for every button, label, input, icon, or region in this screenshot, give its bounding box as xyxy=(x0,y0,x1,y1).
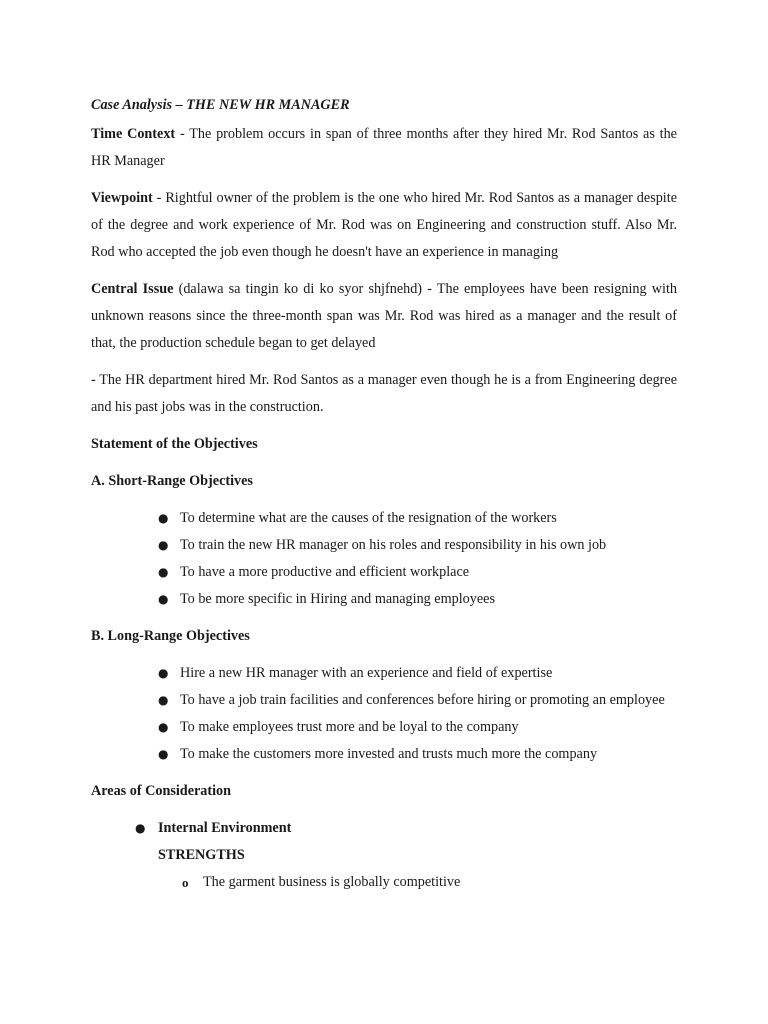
central-issue-paragraph xyxy=(91,276,677,357)
long-range-list xyxy=(91,660,677,768)
list-item: ● To train the new HR manager on his roles and responsibility in his own job xyxy=(180,532,677,559)
list-item: ● To make employees trust more and be loyal to the company xyxy=(180,714,677,741)
list-item: ● Hire a new HR manager with an experience and field of expertise xyxy=(180,660,677,687)
list-item: ● To determine what are the causes of the resignation of the workers xyxy=(180,505,677,532)
list-item: ● To make the customers more invested and trusts much more the company xyxy=(180,741,677,768)
long-range-heading: B. Long-Range Objectives xyxy=(91,628,250,644)
time-context-paragraph xyxy=(91,121,677,175)
central-issue-text: (dalawa sa tingin ko di ko syor shjfnehd) - The employees have been resigning with unknown reasons since the three-month span was Mr. Rod was hired as a manager and the result of that, the production schedule began to get delayed xyxy=(91,281,677,351)
sub-bullet-marker: o xyxy=(182,875,189,890)
list-item: ● To have a more productive and efficient workplace xyxy=(180,559,677,586)
internal-environment-label: Internal Environment xyxy=(158,820,292,836)
strength-text: The garment business is globally competitive xyxy=(203,874,461,890)
time-context-text: - The problem occurs in span of three months after they hired Mr. Rod Santos as the HR Manager xyxy=(91,126,677,169)
objectives-heading: Statement of the Objectives xyxy=(91,436,258,452)
bullet-icon: ● xyxy=(135,821,146,835)
list-item: ● To have a job train facilities and conferences before hiring or promoting an employee xyxy=(180,687,677,714)
document-title: Case Analysis – THE NEW HR MANAGER xyxy=(91,97,350,113)
areas-heading: Areas of Consideration xyxy=(91,783,232,799)
viewpoint-paragraph xyxy=(91,185,677,266)
viewpoint-label: Viewpoint xyxy=(91,190,153,206)
strength-item xyxy=(91,869,677,896)
hr-note-paragraph: - The HR department hired Mr. Rod Santos as a manager even though he is a from Engineering degree and his past jobs was in the construction. xyxy=(91,372,677,415)
time-context-label: Time Context xyxy=(91,126,176,142)
strengths-label: STRENGTHS xyxy=(158,847,245,863)
list-item: ● To be more specific in Hiring and managing employees xyxy=(180,586,677,613)
central-issue-label: Central Issue xyxy=(91,281,174,297)
document-content xyxy=(91,92,677,896)
viewpoint-text: - Rightful owner of the problem is the one who hired Mr. Rod Santos as a manager despite of the degree and work experience of Mr. Rod was on Engineering and construction stuff. Also Mr. Rod who accepted the job even though he doesn't have an experience in managing xyxy=(91,190,677,260)
internal-environment-item xyxy=(91,815,677,869)
short-range-heading: A. Short-Range Objectives xyxy=(91,473,253,489)
short-range-list xyxy=(91,505,677,613)
